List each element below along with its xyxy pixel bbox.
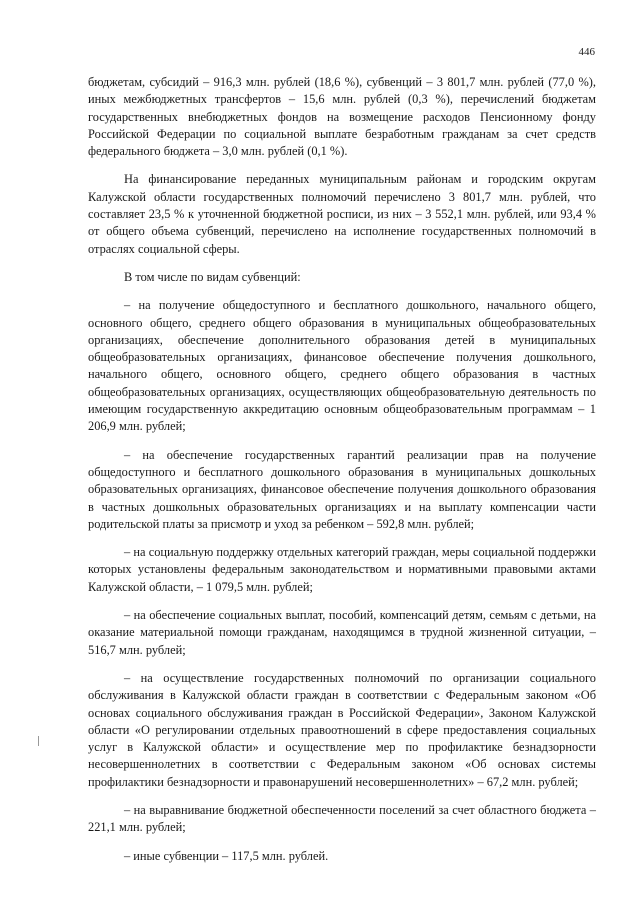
list-item-social-services: – на осуществление государственных полномочий по организации социального обслуживания в Калужской области граждан в соответствии с Федеральным законом «Об основах социального обслуживания граждан в Российской Федерации», Законом Калужской области «О регулировании отдельных правоотношений в сфере предоставления социальных услуг в Калужской области» и осуществление мер по профилактике безнадзорности несовершеннолетних в соответствии с Федеральным законом «Об основах системы профилактики безнадзорности и правонарушений несовершеннолетних» – 67,2 млн. рублей; bbox=[88, 670, 596, 789]
list-item-preschool-education: – на обеспечение государственных гарантий реализации прав на получение общедоступного и бесплатного дошкольного образования в муниципальных дошкольных образовательных организациях, финансовое обеспечение получения дошкольного образования в частных дошкольных образовательных организациях и на выплату компенсации части родительской платы за присмотр и уход за ребенком – 592,8 млн. рублей; bbox=[88, 447, 596, 531]
document-body bbox=[88, 74, 596, 876]
paragraph-subventions-intro: В том числе по видам субвенций: bbox=[124, 269, 301, 284]
list-item-social-support: – на социальную поддержку отдельных категорий граждан, меры социальной поддержки которых установлены федеральным законодательством и нормативными правовыми актами Калужской области, – 1 079,5 млн. рублей; bbox=[88, 545, 596, 594]
list-item-other-subventions: – иные субвенции – 117,5 млн. рублей. bbox=[124, 848, 329, 863]
page-number: 446 bbox=[578, 46, 595, 58]
paragraph-subventions-total: На финансирование переданных муниципальным районам и городским округам Калужской области государственных полномочий перечислено 3 801,7 млн. рублей, что составляет 23,5 % к уточненной бюджетной росписи, из них – 3 552,1 млн. рублей, или 93,4 % от общего объема субвенций, перечислено на исполнение государственных полномочий в отраслях социальной сферы. bbox=[88, 172, 596, 256]
list-item-social-payments: – на обеспечение социальных выплат, пособий, компенсаций детям, семьям с детьми, на оказание материальной помощи гражданам, находящимся в трудной жизненной ситуации, – 516,7 млн. рублей; bbox=[88, 608, 596, 657]
paragraph-transfers-summary: бюджетам, субсидий – 916,3 млн. рублей (18,6 %), субвенций – 3 801,7 млн. рублей (77,0 %), иных межбюджетных трансфертов – 15,6 млн. рублей (0,3 %), перечислений бюджетам государственных внебюджетных фондов на возмещение расходов Пенсионному фонду Российской Федерации по социальной выплате безработным гражданам за счет средств федерального бюджета – 3,0 млн. рублей (0,1 %). bbox=[88, 75, 596, 159]
margin-mark bbox=[38, 736, 39, 746]
list-item-budget-equalization: – на выравнивание бюджетной обеспеченности поселений за счет областного бюджета – 221,1 млн. рублей; bbox=[88, 802, 596, 835]
list-item-general-education: – на получение общедоступного и бесплатного дошкольного, начального общего, основного общего, среднего общего образования в муниципальных общеобразовательных организациях, обеспечение дополнительного образования детей в муниципальных общеобразовательных организациях, финансовое обеспечение получения дошкольного, начального общего, основного общего, среднего общего образования в частных общеобразовательных организациях, осуществляющих общеобразовательную деятельность по имеющим государственную аккредитацию основным общеобразовательным программам – 1 206,9 млн. рублей; bbox=[88, 298, 596, 434]
